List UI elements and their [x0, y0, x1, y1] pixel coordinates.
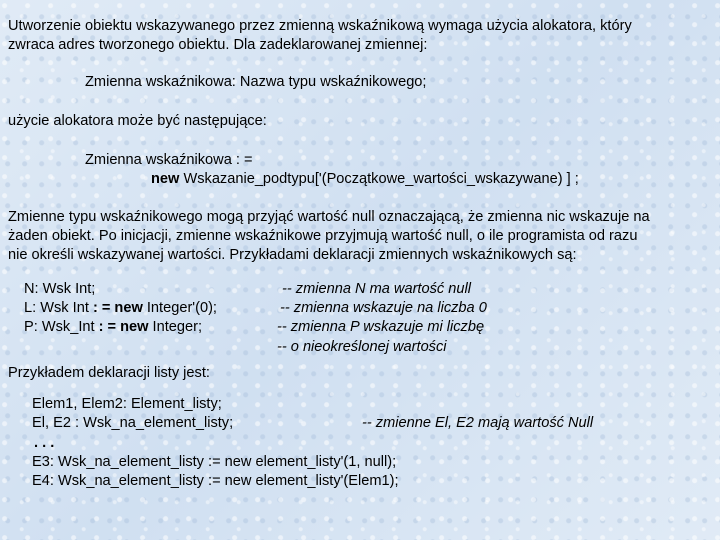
- new-keyword: new: [151, 171, 180, 187]
- list-code-line-2: El, E2 : Wsk_na_element_listy;: [32, 415, 234, 431]
- code-comment-p: -- zmienna P wskazuje mi liczbę: [277, 319, 485, 335]
- null-para-line-3: nie określi wskazywanej wartości. Przykładami deklaracji zmiennych wskaźnikowych są:: [8, 247, 577, 263]
- code-example-l: L: Wsk Int : = new Integer'(0);: [24, 300, 217, 316]
- allocator-line-2-rest: Wskazanie_podtypu['(Początkowe_wartości_wskazywane) ] ;: [179, 171, 579, 187]
- list-code-comment: -- zmienne El, E2 mają wartość Null: [362, 415, 594, 431]
- list-code-ellipsis: . . .: [34, 435, 55, 451]
- code-example-n: N: Wsk Int;: [24, 281, 96, 297]
- list-code-line-3: E3: Wsk_na_element_listy := new element_listy'(1, null);: [32, 454, 397, 470]
- allocator-line-1: Zmienna wskaźnikowa : =: [85, 152, 253, 168]
- code-comment-n: -- zmienna N ma wartość null: [282, 281, 471, 297]
- null-para-line-2: żaden obiekt. Po inicjacji, zmienne wskaźnikowe przyjmują wartość null, o ile programista od razu: [8, 228, 638, 244]
- intro-line-2: zwraca adres tworzonego obiektu. Dla zadeklarowanej zmiennej:: [8, 37, 428, 53]
- list-code-line-4: E4: Wsk_na_element_listy := new element_listy'(Elem1);: [32, 473, 399, 489]
- code-comment-l: -- zmienna wskazuje na liczba 0: [280, 300, 487, 316]
- list-code-line-1: Elem1, Elem2: Element_listy;: [32, 396, 222, 412]
- code-example-p: P: Wsk_Int : = new Integer;: [24, 319, 203, 335]
- list-intro: Przykładem deklaracji listy jest:: [8, 365, 210, 381]
- declaration-example: Zmienna wskaźnikowa: Nazwa typu wskaźnikowego;: [85, 74, 427, 90]
- allocator-line-2: [151, 170, 579, 189]
- usage-intro: użycie alokatora może być następujące:: [8, 113, 267, 129]
- intro-line-1: Utworzenie obiektu wskazywanego przez zmienną wskaźnikową wymaga użycia alokatora, który: [8, 18, 632, 34]
- code-comment-continuation: -- o nieokreślonej wartości: [277, 339, 447, 355]
- null-para-line-1: Zmienne typu wskaźnikowego mogą przyjąć wartość null oznaczającą, że zmienna nic wskazuje na: [8, 209, 650, 225]
